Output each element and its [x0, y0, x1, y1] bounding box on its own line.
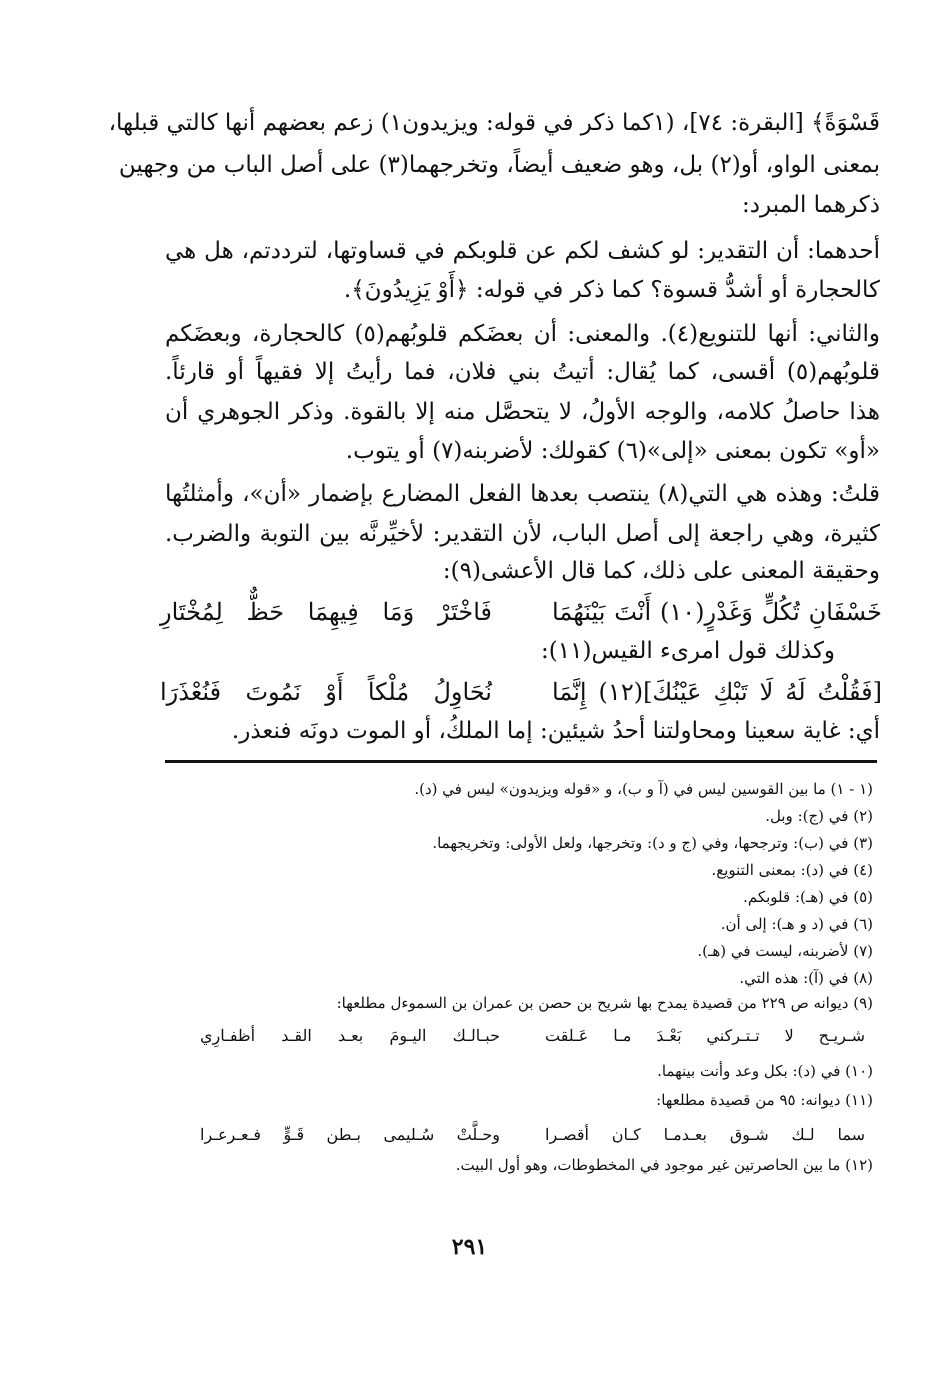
verse-second-hemistich: فَاخْتَرْ وَمَا فِيهِمَا حَظٌّ لِمُخْتَارِ: [160, 598, 492, 626]
verse-second-hemistich: نُحَاوِلُ مُلْكاً أَوْ نَمُوتَ فَنُعْذَرَا: [160, 678, 492, 706]
body-line: كالحجارة أو أشدُّ قسوة؟ كما ذكر في قوله: ﴿أَوْ يَزِيدُونَ﴾.: [343, 277, 880, 303]
footnote: (٧) لأضربنه، ليست في (هـ).: [697, 942, 873, 960]
footnote: (١ - ١) ما بين القوسين ليس في (آ و ب)، و «قوله ويزيدون» ليس في (د).: [414, 780, 873, 798]
body-line: أحدهما: أن التقدير: لو كشف لكم عن قلوبكم في قساوتها، لترددتم، هل هي: [165, 238, 880, 264]
footnote: (٣) في (ب): وترجحها، وفي (ج و د): وتخرجها، ولعل الأولى: وتخريجهما.: [432, 834, 873, 852]
body-line: قلوبُهم(٥) أقسى، كما يُقال: أتيتُ بني فلان، فما رأيتُ إلا فقيهاً أو قارئاً.: [165, 359, 880, 385]
footnote: (٨) في (آ): هذه التي.: [739, 969, 873, 987]
poem-verse: [160, 592, 882, 632]
body-line: أي: غاية سعينا ومحاولتنا أحدُ شيئين: إما الملكُ، أو الموت دونَه فنعذر.: [231, 718, 880, 744]
body-line: «أو» تكون بمعنى «إلى»(٦) كقولك: لأضربنه(٧) أو يتوب.: [345, 438, 880, 464]
body-line: قلتُ: وهذه هي التي(٨) ينتصب بعدها الفعل المضارع بإضمار «أن»، وأمثلتُها: [165, 481, 880, 507]
footnote: (١٢) ما بين الحاصرتين غير موجود في المخطوطات، وهو أول البيت.: [455, 1156, 873, 1174]
footnote: (١٠) في (د): بكل وعد وأنت بينهما.: [657, 1062, 873, 1080]
body-line: بمعنى الواو، أو(٢) بل، وهو ضعيف أيضاً، وتخرجهما(٣) على أصل الباب من وجهين: [118, 152, 880, 178]
footnote: (٤) في (د): بمعنى التنويع.: [711, 861, 873, 879]
body-line: ذكرهما المبرد:: [742, 192, 880, 218]
footnote: (٢) في (ج): وبل.: [765, 807, 873, 825]
footnote: (٩) ديوانه ص ٢٢٩ من قصيدة يمدح بها شريح بن حصن بن عمران بن السموءل مطلعها:: [336, 994, 873, 1012]
body-line: والثاني: أنها للتنويع(٤). والمعنى: أن بعضَكم قلوبُهم(٥) كالحجارة، وبعضَكم: [165, 321, 880, 347]
body-line: قَسْوَةً﴾ [البقرة: ٧٤]، (١كما ذكر في قوله: ويزيدون١) زعم بعضهم أنها كالتي قبلها،: [108, 110, 880, 136]
verse-first-hemistich: سما لـك شـوق بعـدمـا كـان أقصـرا: [545, 1125, 865, 1144]
footnote: (٥) في (هـ): قلوبكم.: [743, 888, 873, 906]
body-line: وحقيقة المعنى على ذلك، كما قال الأعشى(٩):: [442, 558, 880, 584]
body-line: كثيرة، وهي راجعة إلى أصل الباب، لأن التقدير: لأخيِّرنَّه بين التوبة والضرب.: [165, 521, 880, 547]
body-line: هذا حاصلُ كلامه، والوجه الأولُ، لا يتحصَّل منه إلا بالقوة. وذكر الجوهري أن: [165, 399, 880, 425]
verse-second-hemistich: وحـلَّتْ سُـليمى بـطن قَـوٍّ فـعـرعـرا: [200, 1125, 500, 1144]
verse-first-hemistich: خَسْفَانِ تُكُلٍّ وَغَدْرٍ(١٠) أَنْتَ بَيْنَهُمَا: [552, 598, 882, 626]
footnote-verse: [200, 1022, 865, 1050]
verse-first-hemistich: شـريـح لا تـتـركني بَعْـدَ مـا عَـلقت: [545, 1026, 865, 1045]
verse-second-hemistich: حبـالـك اليـومَ بعـد القـد أظفـارِي: [200, 1026, 500, 1045]
footnote-separator: [165, 760, 877, 763]
footnote: (٦) في (د و هـ): إلى أن.: [720, 915, 873, 933]
footnote-verse: [200, 1121, 865, 1149]
page-number: ٢٩١: [451, 1234, 488, 1260]
verse-first-hemistich: [فَقُلْتُ لَهُ لَا تَبْكِ عَيْنُكَ](١٢) إِنَّمَا: [552, 678, 883, 706]
poem-verse: [160, 672, 882, 712]
footnote: (١١) ديوانه: ٩٥ من قصيدة مطلعها:: [656, 1091, 873, 1109]
body-line: وكذلك قول امرىء القيس(١١):: [541, 638, 835, 664]
